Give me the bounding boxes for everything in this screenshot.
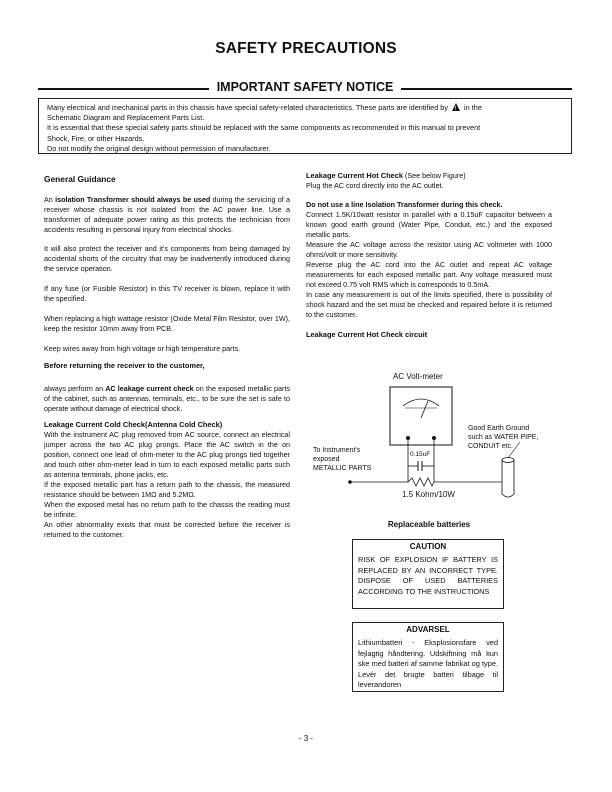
before-returning-heading: Before returning the receiver to the customer, — [44, 361, 205, 370]
advarsel-title: ADVARSEL — [406, 625, 450, 634]
before-p-a: always perform an — [44, 384, 106, 393]
voltmeter-needle — [421, 401, 428, 418]
circuit-heading: Leakage Current Hot Check circuit — [306, 330, 428, 339]
general-p5: Keep wires away from high voltage or high temperature parts. — [44, 344, 241, 353]
hot-check-r3: Connect 1.5K/10watt resistor in parallel with a 0.15uF capacitor between a known good earth ground (Water Pipe, Conduit, etc.) and the exposed metallic parts. — [306, 210, 552, 239]
water-pipe-top — [502, 458, 514, 463]
advarsel-text: Lithiumbatteri - Eksplosionsfare ved fejlagtig håndtering. Udskiftning må kun ske med batteri af samme fabrikat og type. Levér det brugte batteri tilbage til leverandoren — [358, 638, 498, 690]
before-p-b: AC leakage current check — [105, 384, 194, 393]
right-column — [306, 171, 552, 340]
hot-check-heading: Leakage Current Hot Check — [306, 171, 403, 180]
page-number: - 3 - — [298, 734, 314, 743]
water-pipe-icon — [502, 460, 514, 497]
earth-label-3: CONDUIT etc. — [468, 443, 513, 450]
caution-title: CAUTION — [409, 542, 447, 551]
instrument-label-1: To Instrument's — [313, 447, 361, 454]
resistor-label: 1.5 Kohm/10W — [402, 490, 455, 499]
notice-line-3: It is essential that these special safety parts should be replaced with the same components as recommended in this manual to prevent — [47, 123, 481, 133]
page-title: SAFETY PRECAUTIONS — [215, 40, 397, 57]
capacitor-label: 0.15uF — [410, 451, 431, 458]
general-p1-a: An — [44, 195, 56, 204]
notice-line-5: Do not modify the original design without permission of manufacturer. — [47, 143, 271, 153]
caution-box — [352, 539, 504, 609]
notice-line-4: Shock, Fire, or other Hazards. — [47, 133, 145, 143]
general-p3: If any fuse (or Fusible Resistor) in this TV receiver is blown, replace it with the specified. — [44, 284, 290, 303]
general-p4: When replacing a high wattage resistor (Oxide Metal Film Resistor, over 1W), keep the resistor 10mm away from PCB. — [44, 314, 290, 333]
hot-check-r6: In case any measurement is out of the limits specified, there is possibility of shock hazard and the set must be checked and repaired before it is returned to the customer. — [306, 290, 552, 319]
hot-check-r5: Reverse plug the AC cord into the AC outlet and repeat AC voltage measurements for each exposed metallic part. Any voltage measured must not exceed 0.75 volt RMS which is corresponds to 0.5mA. — [306, 260, 552, 289]
hot-check-r2: Do not use a line Isolation Transformer during this check. — [306, 200, 503, 209]
hot-check-heading-line — [306, 171, 552, 181]
caution-text: RISK OF EXPLOSION IF BATTERY IS REPLACED BY AN INCORRECT TYPE. DISPOSE OF USED BATTERIES ACCORDING TO THE INSTRUCTIONS — [358, 555, 498, 596]
before-returning-p — [44, 384, 290, 414]
instrument-label-3: METALLIC PARTS — [313, 465, 372, 472]
cold-check-heading: Leakage Current Cold Check(Antenna Cold Check) — [44, 420, 223, 429]
hot-check-circuit-diagram — [306, 370, 552, 510]
cold-check-p1: With the instrument AC plug removed from AC source, connect an electrical jumper across the two AC plug prongs. Place the AC switch in the on position, connect one lead of ohm-meter to the AC plug prongs tied together and touch other ohm-meter lead in turn to each exposed metallic parts such as antenna terminals, phone jacks, etc. — [44, 430, 290, 479]
notice-line-1b: in the — [464, 103, 482, 112]
general-p2: It will also protect the receiver and it's components from being damaged by accidental shorts of the circuitry that may be inadvertently introduced during the service operation. — [44, 244, 290, 273]
batteries-heading: Replaceable batteries — [387, 520, 471, 529]
hot-check-r1: Plug the AC cord directly into the AC outlet. — [306, 181, 444, 190]
cold-check-p2: If the exposed metallic part has a return path to the chassis, the measured resistance should be between 1MΩ and 5.2MΩ. — [44, 480, 290, 499]
probe-terminal — [348, 480, 352, 484]
notice-title-text: IMPORTANT SAFETY NOTICE — [209, 80, 402, 94]
earth-label-2: such as WATER PIPE, — [468, 434, 539, 441]
instrument-label-2: exposed — [313, 456, 340, 463]
resistor-zigzag — [408, 478, 434, 486]
instrument-label — [313, 446, 371, 473]
earth-label — [468, 424, 538, 451]
voltmeter-label: AC Volt-meter — [393, 372, 443, 381]
voltmeter-body — [390, 387, 452, 445]
advarsel-box — [352, 622, 504, 692]
cold-check-p3: When the exposed metal has no return path to the chassis the reading must be infinite. — [44, 500, 290, 519]
notice-title — [38, 80, 572, 94]
general-p1-c: during the servicing of a receiver whose chassis is not isolated from the AC power line. Use a transformer of adequate power rating as this protects the technician from accidents resulting in personal injury from electrical shocks. — [44, 195, 290, 234]
hot-check-heading-note: (See below Figure) — [402, 171, 466, 180]
general-p1-b: isolation Transformer should always be used — [55, 195, 211, 204]
general-p1 — [44, 195, 290, 235]
voltmeter-scale — [403, 399, 439, 406]
cold-check-p4: An other abnormality exists that must be corrected before the receiver is returned to the customer. — [44, 520, 290, 539]
before-p-c: on the exposed metallic parts of the cabinet, such as antennas, terminals, etc., to be sure the set is safe to operate without damage of electrical shock. — [44, 384, 290, 413]
general-guidance-heading: General Guidance — [44, 174, 116, 184]
notice-line-2: Schematic Diagram and Replacement Parts List. — [47, 113, 205, 123]
hot-check-r4: Measure the AC voltage across the resistor using AC voltmeter with 1000 ohms/volt or more sensitivity. — [306, 240, 552, 259]
earth-label-1: Good Earth Ground — [468, 425, 530, 432]
left-column — [44, 174, 290, 540]
notice-box — [38, 98, 572, 154]
warning-triangle-icon — [452, 103, 460, 111]
notice-line-1a: Many electrical and mechanical parts in this chassis have special safety-related characteristics. These parts are identified by — [47, 103, 448, 112]
notice-line-1 — [47, 103, 563, 113]
